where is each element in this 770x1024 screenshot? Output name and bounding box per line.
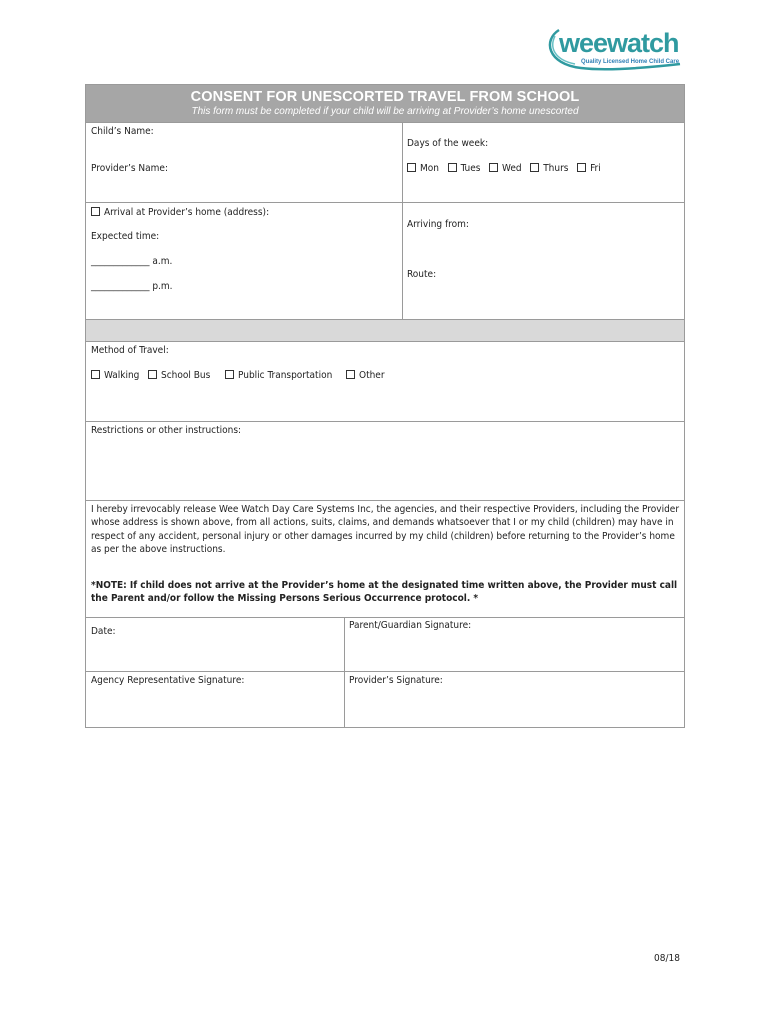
days-label: Days of the week: [407, 138, 489, 149]
arriving-from-label: Arriving from: [407, 219, 469, 230]
days-options [407, 163, 601, 174]
method-option-public-transportation[interactable]: Public Transportation [225, 370, 332, 381]
row-method [86, 342, 684, 422]
am-time-field[interactable]: _____________ a.m. [91, 256, 173, 267]
day-option-wed[interactable]: Wed [489, 163, 527, 174]
checkbox-icon[interactable] [577, 163, 586, 172]
pm-time-field[interactable]: _____________ p.m. [91, 281, 173, 292]
row-date-parent [86, 618, 684, 672]
revision-date: 08/18 [654, 953, 680, 964]
checkbox-icon[interactable] [448, 163, 457, 172]
route-cell[interactable] [403, 203, 684, 319]
providers-name-label: Provider’s Name: [91, 163, 168, 174]
agency-signature-cell[interactable] [86, 672, 345, 727]
restrictions-cell[interactable] [86, 422, 684, 500]
checkbox-icon[interactable] [148, 370, 157, 379]
arrival-cell[interactable] [86, 203, 403, 319]
method-cell [86, 342, 684, 421]
names-cell[interactable] [86, 123, 403, 202]
method-option-school-bus[interactable]: School Bus [148, 370, 210, 381]
method-option-walking[interactable]: Walking [91, 370, 139, 381]
form-title: CONSENT FOR UNESCORTED TRAVEL FROM SCHOOL [190, 89, 580, 105]
restrictions-label: Restrictions or other instructions: [91, 425, 242, 436]
row-signatures [86, 672, 684, 727]
parent-signature-cell[interactable] [345, 618, 684, 671]
consent-form [85, 84, 685, 728]
day-option-thurs[interactable]: Thurs [530, 163, 574, 174]
date-cell[interactable] [86, 618, 345, 671]
checkbox-icon[interactable] [346, 370, 355, 379]
checkbox-icon[interactable] [530, 163, 539, 172]
form-header [86, 85, 684, 123]
form-subtitle: This form must be completed if your child will be arriving at Provider’s home unescorted [191, 106, 579, 117]
separator-band [86, 320, 684, 342]
checkbox-icon[interactable] [407, 163, 416, 172]
release-cell [86, 501, 684, 617]
date-label: Date: [91, 626, 116, 637]
method-option-other[interactable]: Other [346, 370, 385, 381]
expected-time-label: Expected time: [91, 231, 160, 242]
route-label: Route: [407, 269, 437, 280]
checkbox-icon[interactable] [489, 163, 498, 172]
provider-signature-cell[interactable] [345, 672, 684, 727]
note-paragraph: *NOTE: If child does not arrive at the Provider’s home at the designated time written above, the Provider must call the Parent and/or follow the Missing Persons Serious Occurrence protocol. * [91, 580, 678, 605]
release-paragraph: I hereby irrevocably release Wee Watch Day Care Systems Inc, the agencies, and their respective Providers, including the Provider whose address is shown above, from all actions, suits, claims, and demands whatsoever that I or my child (children) may have in respect of any accident, personal injury or other damages incurred by my child (children) before returning to the Provider’s home as per the above instructions. [91, 504, 680, 556]
method-label: Method of Travel: [91, 345, 169, 356]
row-restrictions [86, 422, 684, 501]
arrival-option[interactable]: Arrival at Provider’s home (address): [91, 207, 269, 218]
weewatch-logo [545, 26, 687, 76]
day-option-tues[interactable]: Tues [448, 163, 487, 174]
parent-signature-label: Parent/Guardian Signature: [349, 620, 472, 631]
agency-signature-label: Agency Representative Signature: [91, 675, 245, 686]
day-option-fri[interactable]: Fri [577, 163, 601, 174]
logo-tagline: Quality Licensed Home Child Care [581, 59, 680, 65]
row-release [86, 501, 684, 618]
row-arrival [86, 203, 684, 320]
row-names-days [86, 123, 684, 203]
days-cell [403, 123, 684, 202]
logo-wordmark: weewatch [559, 28, 679, 58]
checkbox-icon[interactable] [91, 207, 100, 216]
checkbox-icon[interactable] [225, 370, 234, 379]
provider-signature-label: Provider’s Signature: [349, 675, 443, 686]
childs-name-label: Child’s Name: [91, 126, 154, 137]
checkbox-icon[interactable] [91, 370, 100, 379]
day-option-mon[interactable]: Mon [407, 163, 445, 174]
